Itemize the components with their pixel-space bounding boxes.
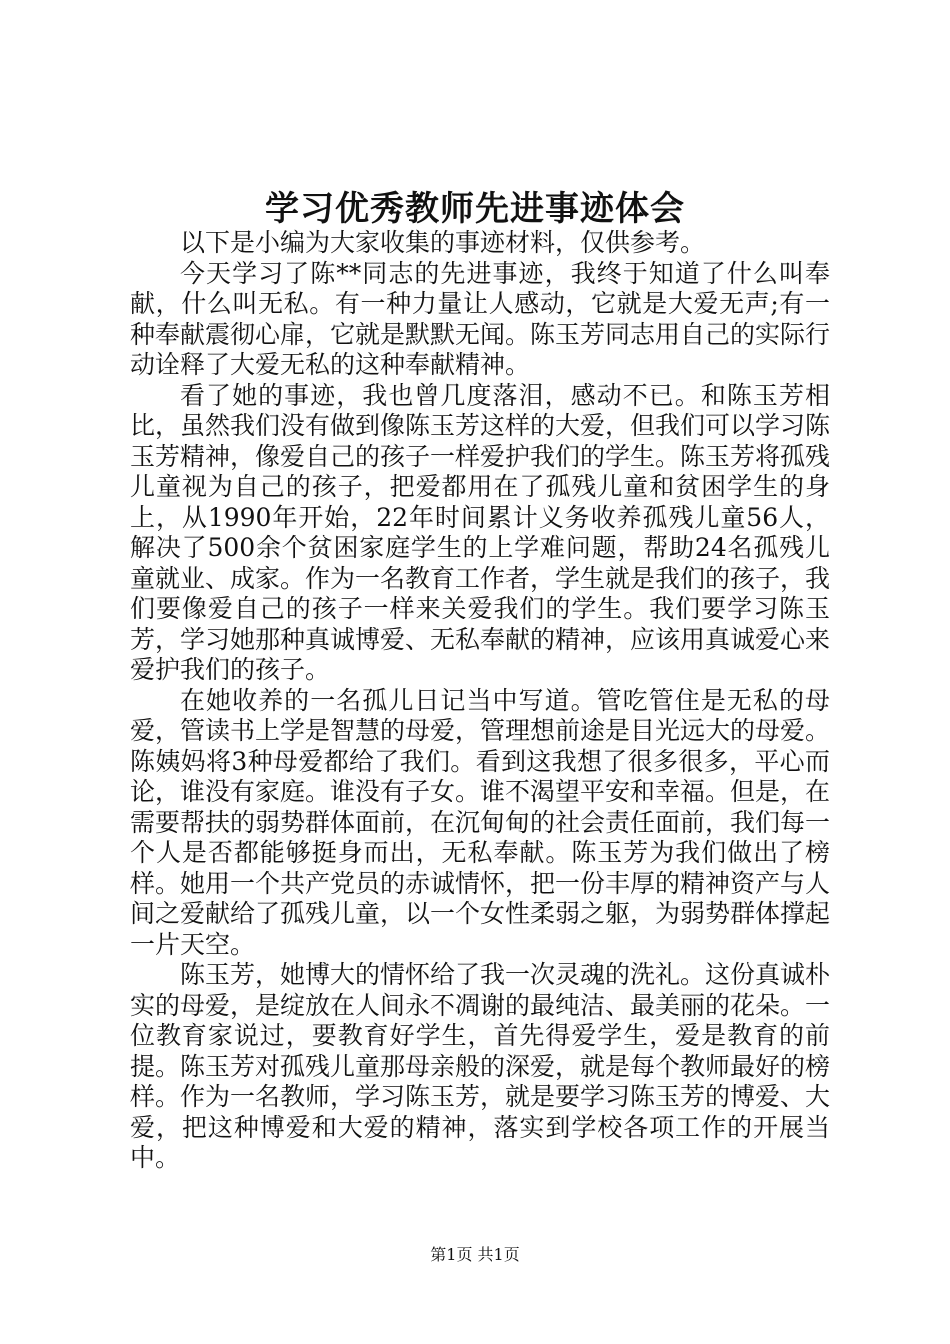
paragraph-4: 陈玉芳，她博大的情怀给了我一次灵魂的洗礼。这份真诚朴实的母爱，是绽放在人间永不凋谢的最纯洁、最美丽的花朵。一位教育家说过，要教育好学生，首先得爱学生，爱是教育的前提。陈玉芳对孤残儿童那母亲般的深爱，就是每个教师最好的榜样。作为一名教师，学习陈玉芳，就是要学习陈玉芳的博爱、大爱，把这种博爱和大爱的精神，落实到学校各项工作的开展当中。: [130, 960, 831, 1172]
paragraph-3: 在她收养的一名孤儿日记当中写道。管吃管住是无私的母爱，管读书上学是智慧的母爱，管理想前途是目光远大的母爱。陈姨妈将3种母爱都给了我们。看到这我想了很多很多，平心而论，谁没有家庭。谁没有子女。谁不渴望平安和幸福。但是，在需要帮扶的弱势群体面前，在沉甸甸的社会责任面前，我们每一个人是否都能够挺身而出，无私奉献。陈玉芳为我们做出了榜样。她用一个共产党员的赤诚情怀，把一份丰厚的精神资产与人间之爱献给了孤残儿童，以一个女性柔弱之躯，为弱势群体撑起一片天空。: [130, 685, 831, 959]
paragraph-1: 今天学习了陈**同志的先进事迹，我终于知道了什么叫奉献，什么叫无私。有一种力量让人感动，它就是大爱无声;有一种奉献震彻心扉，它就是默默无闻。陈玉芳同志用自己的实际行动诠释了大爱无私的这种奉献精神。: [130, 258, 831, 379]
paragraph-2: 看了她的事迹，我也曾几度落泪，感动不已。和陈玉芳相比，虽然我们没有做到像陈玉芳这样的大爱，但我们可以学习陈玉芳精神，像爱自己的孩子一样爱护我们的学生。陈玉芳将孤残儿童视为自己的孩子，把爱都用在了孤残儿童和贫困学生的身上，从1990年开始，22年时间累计义务收养孤残儿童56人，解决了500余个贫困家庭学生的上学难问题，帮助24名孤残儿童就业、成家。作为一名教育工作者，学生就是我们的孩子，我们要像爱自己的孩子一样来关爱我们的学生。我们要学习陈玉芳，学习她那种真诚博爱、无私奉献的精神，应该用真诚爱心来爱护我们的孩子。: [130, 380, 831, 684]
document-body: [130, 228, 830, 1174]
paragraph-intro: 以下是小编为大家收集的事迹材料，仅供参考。: [180, 228, 706, 257]
document-title: 学习优秀教师先进事迹体会: [265, 189, 685, 229]
page-footer: 第1页 共1页: [430, 1245, 520, 1264]
